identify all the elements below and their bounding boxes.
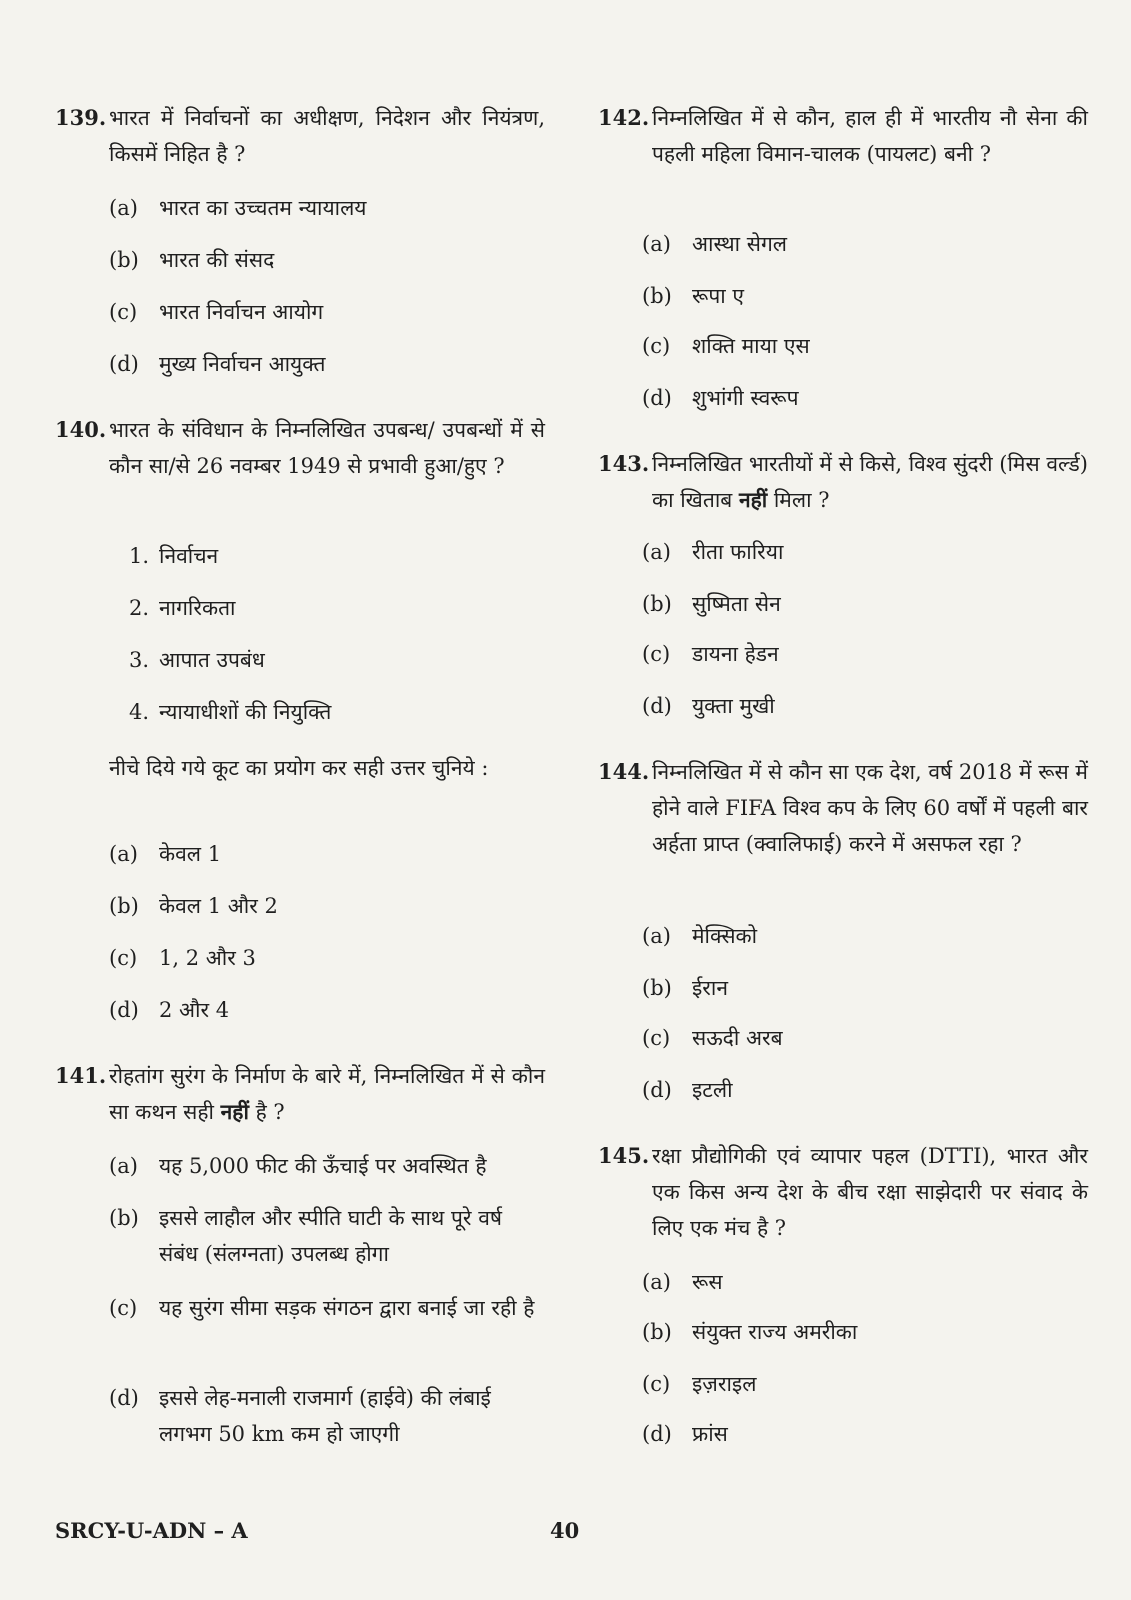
question-text: निम्नलिखित भारतीयों में से किसे, विश्व सुंदरी (मिस वर्ल्ड) का खिताब नहीं मिला ? [652, 452, 1088, 512]
option-c[interactable] [642, 1020, 783, 1056]
option-label: (a) [109, 1154, 138, 1178]
option-text: मेक्सिको [692, 924, 758, 948]
question-number: 144. [598, 759, 650, 784]
option-b[interactable] [109, 242, 274, 278]
option-text: इससे लाहौल और स्पीति घाटी के साथ पूरे वर्ष संबंध (संलग्नता) उपलब्ध होगा [159, 1206, 503, 1266]
option-d[interactable] [642, 1416, 728, 1452]
option-b[interactable] [642, 586, 781, 622]
option-text: रूस [692, 1270, 723, 1294]
option-text: यह सुरंग सीमा सड़क संगठन द्वारा बनाई जा रही है [159, 1296, 535, 1320]
instruction-text: नीचे दिये गये कूट का प्रयोग कर सही उत्तर चुनिये : [109, 756, 489, 780]
statement-3 [129, 642, 265, 678]
option-label: (d) [642, 386, 672, 410]
option-a[interactable] [642, 226, 787, 262]
option-b[interactable] [109, 1200, 545, 1272]
option-b[interactable] [642, 1314, 857, 1350]
statement-number: 4. [129, 700, 150, 724]
statement-text: आपात उपबंध [159, 648, 265, 672]
option-text: यह 5,000 फीट की ऊँचाई पर अवस्थित है [159, 1154, 487, 1178]
question-text: निम्नलिखित में से कौन सा एक देश, वर्ष 2018 में रूस में होने वाले FIFA विश्व कप के लिए 60 वर्षों में पहली बार अर्हता प्राप्त (क्वालिफाई) करने में असफल रहा ? [652, 760, 1088, 856]
option-label: (b) [109, 894, 139, 918]
statement-number: 2. [129, 596, 150, 620]
option-text: डायना हेडन [692, 642, 779, 666]
option-c[interactable] [642, 328, 810, 364]
option-text: रूपा ए [692, 284, 744, 308]
option-text: फ्रांस [692, 1422, 728, 1446]
question-text: भारत के संविधान के निम्नलिखित उपबन्ध/ उपबन्धों में से कौन सा/से 26 नवम्बर 1949 से प्रभावी हुआ/हुए ? [109, 418, 545, 478]
option-label: (c) [109, 1296, 138, 1320]
option-d[interactable] [642, 1072, 733, 1108]
option-label: (b) [642, 976, 672, 1000]
question-number: 143. [598, 451, 650, 476]
question-number: 140. [55, 417, 107, 442]
option-d[interactable] [642, 688, 775, 724]
question-139 [55, 100, 545, 172]
option-c[interactable] [109, 940, 256, 976]
option-label: (c) [109, 300, 138, 324]
question-141 [55, 1058, 545, 1130]
question-142 [598, 100, 1088, 172]
option-label: (b) [109, 1206, 139, 1230]
option-label: (c) [642, 642, 671, 666]
option-label: (b) [642, 592, 672, 616]
question-text: निम्नलिखित में से कौन, हाल ही में भारतीय नौ सेना की पहली महिला विमान-चालक (पायलट) बनी ? [652, 106, 1088, 166]
question-140 [55, 412, 545, 484]
question-number: 145. [598, 1143, 650, 1168]
option-a[interactable] [642, 918, 757, 954]
option-label: (d) [109, 1386, 139, 1410]
option-b[interactable] [642, 970, 728, 1006]
statement-text: नागरिकता [159, 596, 236, 620]
question-text: रोहतांग सुरंग के निर्माण के बारे में, निम्नलिखित में से कौन सा कथन सही नहीं है ? [109, 1064, 545, 1124]
option-label: (a) [642, 1270, 671, 1294]
option-label: (a) [109, 196, 138, 220]
option-b[interactable] [109, 888, 278, 924]
option-b[interactable] [642, 278, 744, 314]
option-c[interactable] [642, 636, 779, 672]
question-text: रक्षा प्रौद्योगिकी एवं व्यापार पहल (DTTI), भारत और एक किस अन्य देश के बीच रक्षा साझेदारी पर संवाद के लिए एक मंच है ? [652, 1144, 1088, 1240]
statement-1 [129, 538, 218, 574]
statement-text: न्यायाधीशों की नियुक्ति [159, 700, 332, 724]
option-text: शुभांगी स्वरूप [692, 386, 799, 410]
option-label: (a) [642, 232, 671, 256]
option-d[interactable] [109, 346, 325, 382]
option-a[interactable] [109, 1148, 545, 1184]
option-text: शक्ति माया एस [692, 334, 810, 358]
option-text: 2 और 4 [159, 998, 230, 1022]
option-text: मुख्य निर्वाचन आयुक्त [159, 352, 326, 376]
option-label: (c) [109, 946, 138, 970]
option-label: (a) [642, 924, 671, 948]
question-number: 139. [55, 105, 107, 130]
option-text: इटली [692, 1078, 733, 1102]
booklet-code: SRCY-U-ADN – A [55, 1518, 248, 1543]
page-number: 40 [550, 1518, 580, 1543]
question-143 [598, 446, 1088, 518]
statement-2 [129, 590, 235, 626]
option-c[interactable] [642, 1366, 756, 1402]
option-text: केवल 1 [159, 842, 222, 866]
question-text: भारत में निर्वाचनों का अधीक्षण, निदेशन और नियंत्रण, किसमें निहित है ? [109, 106, 545, 166]
option-a[interactable] [109, 836, 221, 872]
option-text: सुष्मिता सेन [692, 592, 781, 616]
option-label: (d) [642, 694, 672, 718]
option-text: संयुक्त राज्य अमरीका [692, 1320, 858, 1344]
option-label: (b) [642, 284, 672, 308]
option-label: (c) [642, 334, 671, 358]
option-label: (b) [109, 248, 139, 272]
option-label: (a) [109, 842, 138, 866]
option-label: (d) [109, 352, 139, 376]
option-c[interactable] [109, 1290, 545, 1326]
statement-number: 3. [129, 648, 150, 672]
option-label: (d) [642, 1422, 672, 1446]
question-number: 142. [598, 105, 650, 130]
option-text: 1, 2 और 3 [159, 946, 256, 970]
option-d[interactable] [109, 1380, 545, 1452]
option-c[interactable] [109, 294, 323, 330]
emphasis-not: नहीं [738, 487, 768, 512]
option-text: भारत की संसद [159, 248, 275, 272]
question-number: 141. [55, 1063, 107, 1088]
option-text: ईरान [692, 976, 728, 1000]
question-144 [598, 754, 1088, 862]
option-a[interactable] [642, 1264, 723, 1300]
option-text: भारत निर्वाचन आयोग [159, 300, 324, 324]
option-label: (d) [642, 1078, 672, 1102]
statement-4 [129, 694, 331, 730]
emphasis-not: नहीं [220, 1099, 249, 1124]
option-text: भारत का उच्चतम न्यायालय [159, 196, 367, 220]
option-label: (a) [642, 540, 671, 564]
option-label: (d) [109, 998, 139, 1022]
option-a[interactable] [109, 190, 367, 226]
option-text: युक्ता मुखी [692, 694, 775, 718]
question-145 [598, 1138, 1088, 1246]
option-a[interactable] [642, 534, 783, 570]
option-text: केवल 1 और 2 [159, 894, 278, 918]
statement-number: 1. [129, 544, 150, 568]
option-text: इज़राइल [692, 1372, 757, 1396]
option-text: सऊदी अरब [692, 1026, 783, 1050]
option-d[interactable] [109, 992, 229, 1028]
statement-text: निर्वाचन [159, 544, 219, 568]
option-text: रीता फारिया [692, 540, 784, 564]
option-label: (c) [642, 1026, 671, 1050]
option-text: इससे लेह-मनाली राजमार्ग (हाईवे) की लंबाई लगभग 50 km कम हो जाएगी [159, 1386, 491, 1446]
option-label: (c) [642, 1372, 671, 1396]
option-label: (b) [642, 1320, 672, 1344]
option-d[interactable] [642, 380, 799, 416]
option-text: आस्था सेगल [692, 232, 788, 256]
